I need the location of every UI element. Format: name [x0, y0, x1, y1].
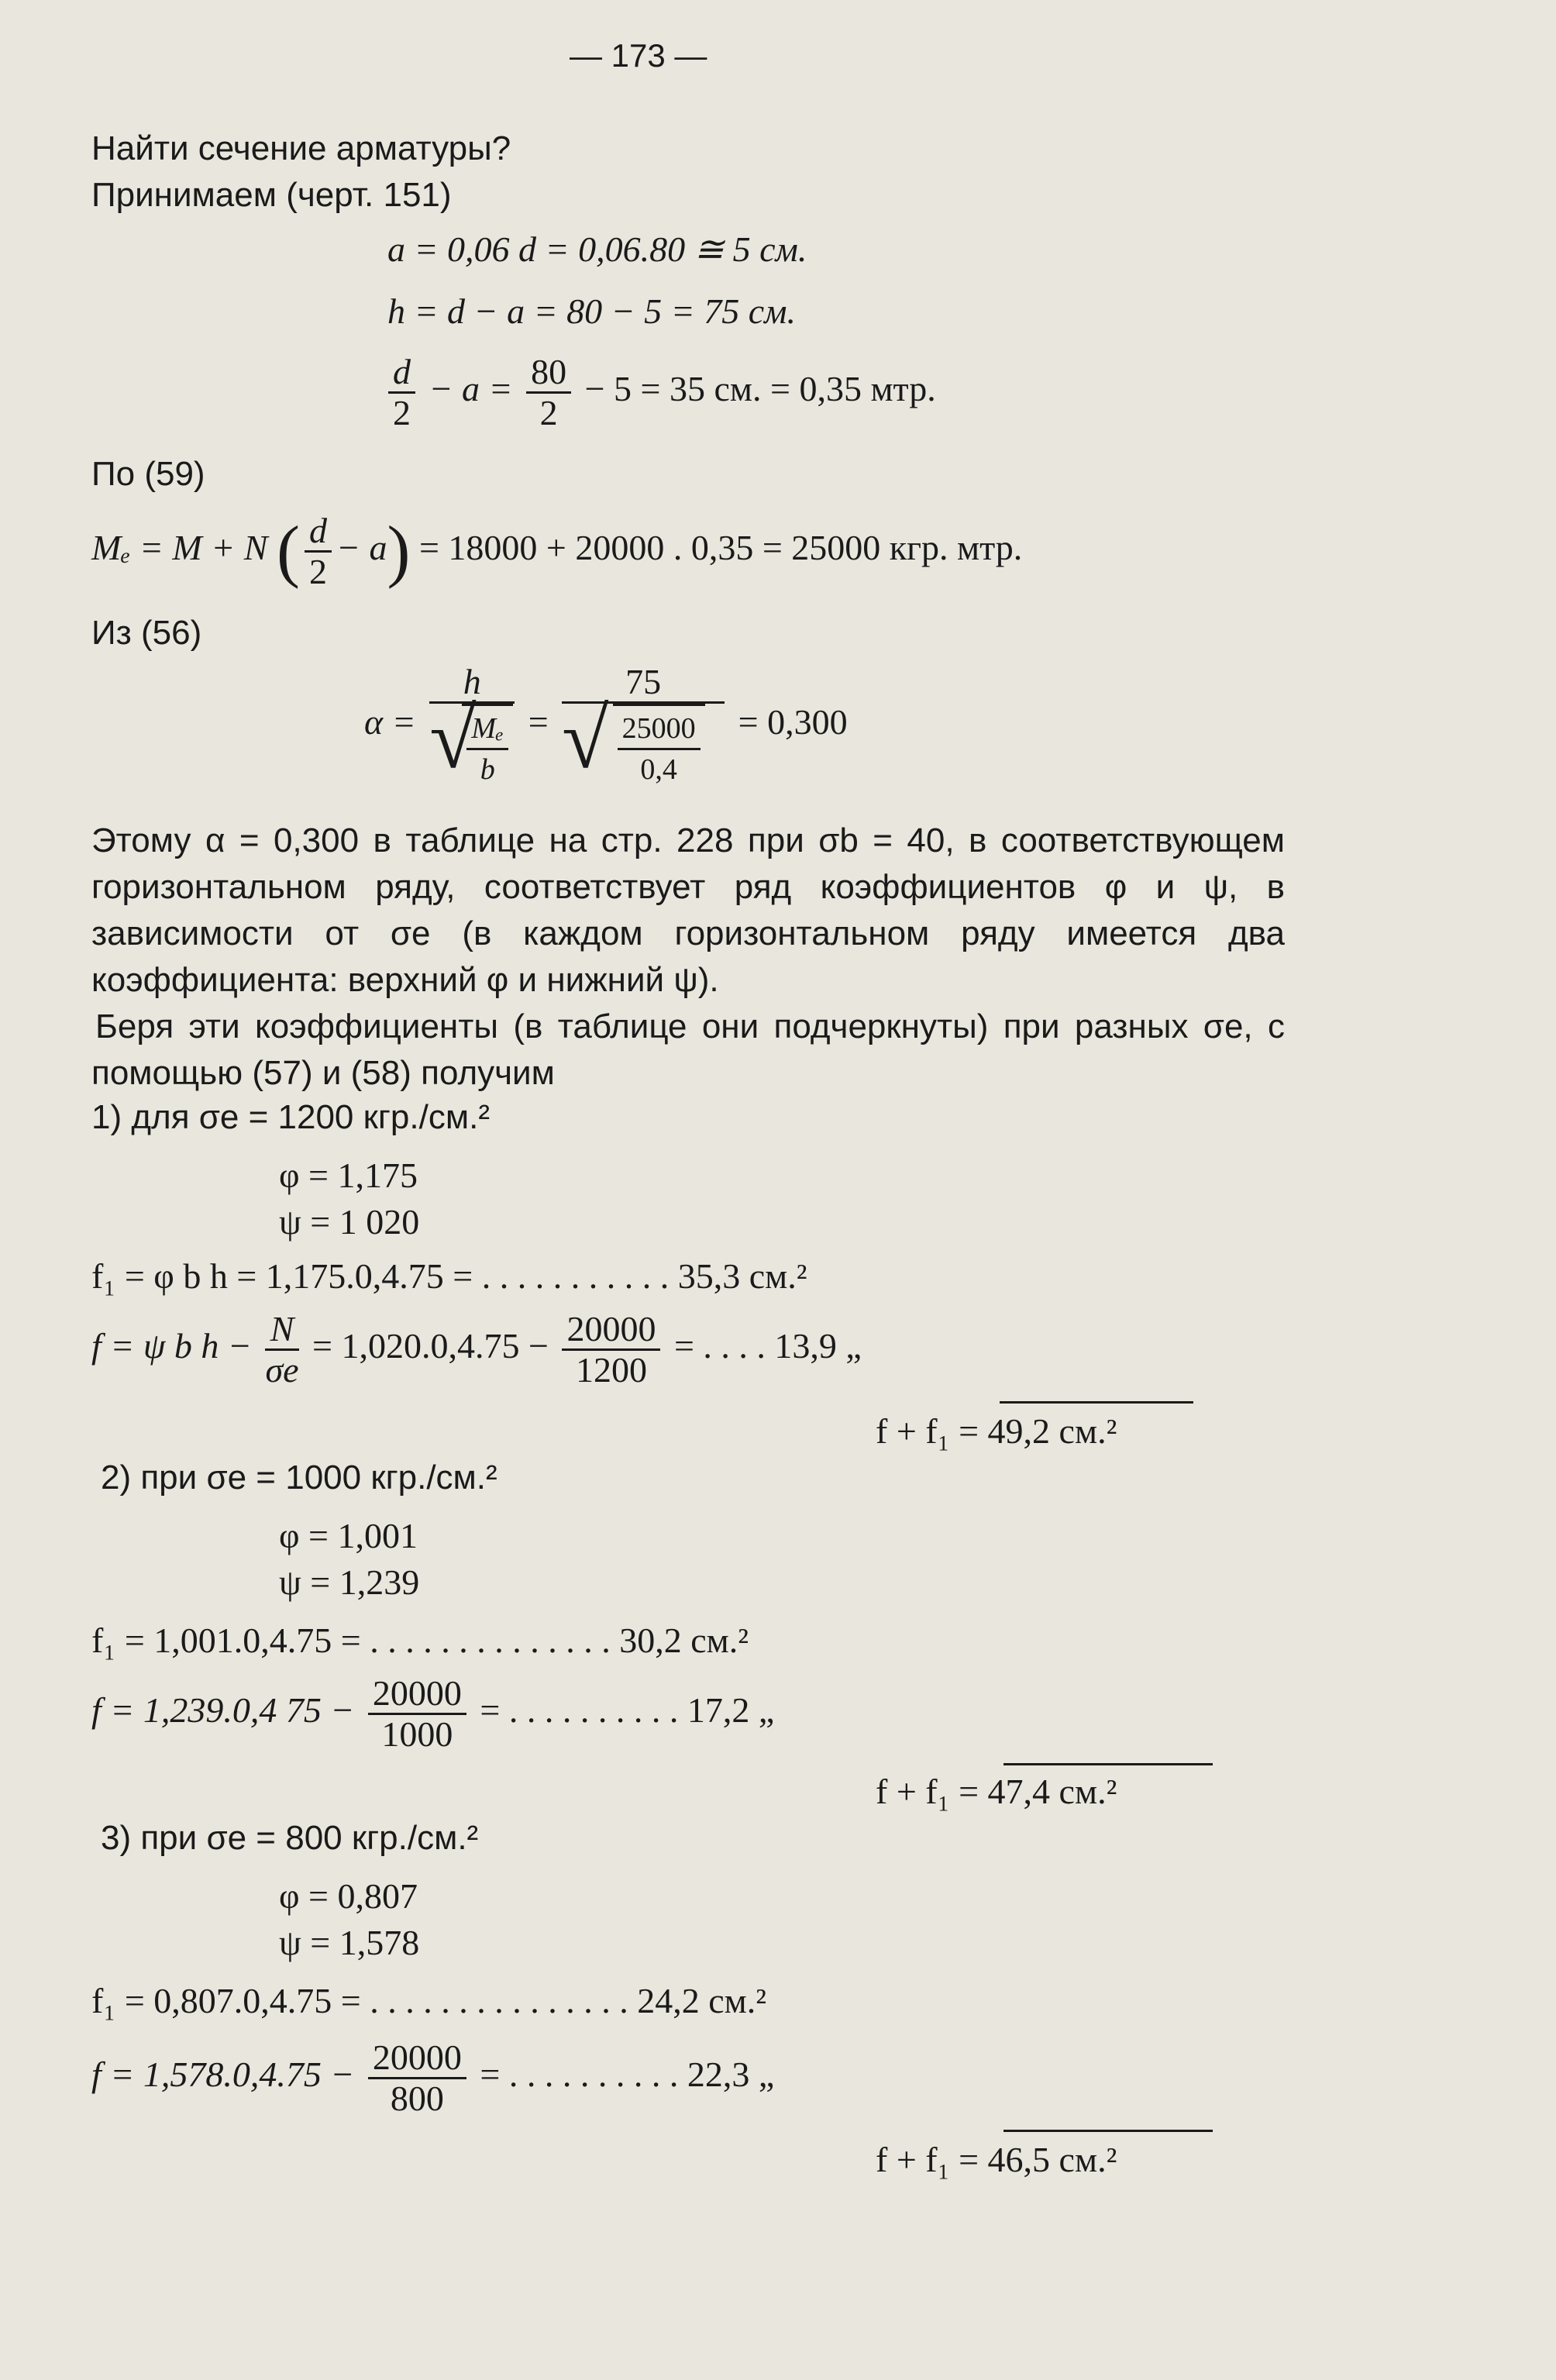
fraction-80-over-2: $\frac{80}{2}$ — [526, 353, 571, 432]
case3-sum: f + f₁ = 46,5 см.² — [876, 2140, 1117, 2179]
fraction-n-over-sigma: $\frac{N}{\sigma e}$ — [265, 1309, 299, 1390]
case2-f1: f₁ = 1,001.0,4.75 = . . . . . . . . . . . . . . 30,2 см.² — [91, 1621, 749, 1660]
question-line: Найти сечение арматуры? — [91, 129, 511, 167]
case2-sum: f + f₁ = 47,4 см.² — [876, 1772, 1117, 1811]
equation-a-d: a = 0,06 d = 0,06.80 ≅ 5 см. — [387, 229, 807, 269]
ref-56: Из (56) — [91, 614, 202, 652]
radical-2: √ $\frac{25000}{0,4}$ — [562, 704, 725, 789]
equation-h: h = d − a = 80 − 5 = 75 см. — [387, 291, 796, 331]
paragraph-taking: Беря эти коэффициенты (в таблице они подчеркнуты) при разных σe, с помощью (57) и (58) получим — [91, 1007, 1285, 1092]
fraction-20000-over-1000: $\frac{20000}{1000}$ — [368, 1674, 466, 1754]
case3-heading: 3) при σe = 800 кгр./см.² — [101, 1819, 479, 1857]
fraction-d-over-2: $\frac{d}{2}$ — [388, 353, 415, 432]
fraction-20000-over-800: $\frac{20000}{800}$ — [368, 2038, 466, 2118]
case3-psi: ψ = 1,578 — [279, 1923, 420, 1962]
sum-rule-2 — [1003, 1763, 1213, 1765]
case1-phi: φ = 1,175 — [279, 1156, 418, 1195]
equation-alpha: α = h √ $\frac{\text{Mₑ}}{b}$ = 75 √ $\frac{25000}{0,4}$ = 0,300 — [364, 663, 848, 789]
ref-59: По (59) — [91, 455, 205, 493]
fraction-alpha-2: 75 √ $\frac{25000}{0,4}$ — [562, 663, 725, 789]
case2-psi: ψ = 1,239 — [279, 1562, 420, 1602]
case2-f: f = 1,239.0,4 75 − $\frac{20000}{1000}$ = . . . . . . . . . . 17,2 „ — [91, 1673, 775, 1754]
case1-f: f = ψ b h − $\frac{N}{\sigma e}$ = 1,020.0,4.75 − $\frac{20000}{1200}$ = . . . . 13,9 „ — [91, 1309, 862, 1390]
case3-f1: f₁ = 0,807.0,4.75 = . . . . . . . . . . . . . . . 24,2 см.² — [91, 1981, 767, 2020]
equation-moment: Mₑ = M + N ( $\frac{d}{2}$ − a) = 18000 + 20000 . 0,35 = 25000 кгр. мтр. — [91, 511, 1023, 591]
fraction-alpha-1: h √ $\frac{\text{Mₑ}}{b}$ — [429, 663, 515, 789]
case1-sum: f + f₁ = 49,2 см.² — [876, 1411, 1117, 1451]
case3-phi: φ = 0,807 — [279, 1876, 418, 1916]
equation-half-d: $\frac{d}{2}$ − a = $\frac{80}{2}$ − 5 = 35 см. = 0,35 мтр. — [384, 353, 936, 432]
case3-f: f = 1,578.0,4.75 − $\frac{20000}{800}$ = . . . . . . . . . . 22,3 „ — [91, 2037, 775, 2118]
fraction-d-over-2-b: $\frac{d}{2}$ — [305, 511, 332, 591]
sum-rule-1 — [1000, 1401, 1193, 1404]
case1-f1: f₁ = φ b h = 1,175.0,4.75 = . . . . . . . . . . . 35,3 см.² — [91, 1256, 807, 1296]
case1-heading: 1) для σe = 1200 кгр./см.² — [91, 1098, 490, 1136]
radical-1: √ $\frac{\text{Mₑ}}{b}$ — [429, 704, 515, 789]
case1-psi: ψ = 1 020 — [279, 1202, 420, 1242]
accept-line: Принимаем (черт. 151) — [91, 176, 452, 214]
case2-heading: 2) при σe = 1000 кгр./см.² — [101, 1459, 497, 1497]
paragraph-coefficients: Этому α = 0,300 в таблице на стр. 228 при σb = 40, в соответствующем горизонтальном ряду, соответствует ряд коэффициентов φ и ψ, в зависимости от σe (в каждом горизонтальном ряду имеется два коэффициента: верхний φ и нижний ψ). — [91, 821, 1285, 999]
case2-phi: φ = 1,001 — [279, 1516, 418, 1555]
sum-rule-3 — [1003, 2130, 1213, 2132]
fraction-20000-over-1200: $\frac{20000}{1200}$ — [562, 1310, 660, 1390]
page-number: — 173 — — [570, 37, 707, 74]
